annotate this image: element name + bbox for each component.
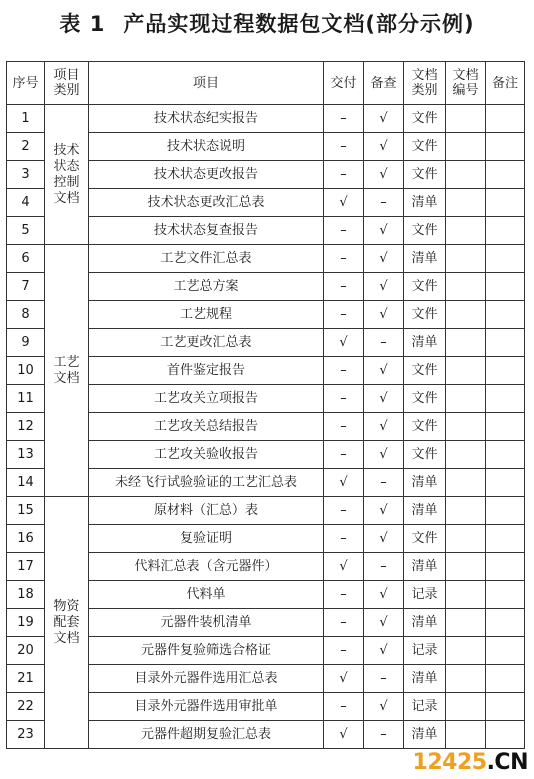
row-doc-number xyxy=(446,245,486,273)
row-doc-type: 记录 xyxy=(404,581,446,609)
row-doc-number xyxy=(446,497,486,525)
row-item: 代料单 xyxy=(89,581,324,609)
watermark-number: 12425 xyxy=(412,750,487,775)
row-seq: 6 xyxy=(7,245,45,273)
row-seq: 9 xyxy=(7,329,45,357)
row-archive: √ xyxy=(364,273,404,301)
row-doc-number xyxy=(446,553,486,581)
row-remarks xyxy=(486,273,525,301)
row-remarks xyxy=(486,329,525,357)
row-seq: 21 xyxy=(7,665,45,693)
category-cell: 物资 配套 文档 xyxy=(45,497,89,749)
row-seq: 16 xyxy=(7,525,45,553)
row-doc-type: 记录 xyxy=(404,693,446,721)
row-archive: √ xyxy=(364,497,404,525)
row-remarks xyxy=(486,525,525,553)
row-archive: √ xyxy=(364,385,404,413)
row-doc-type: 文件 xyxy=(404,105,446,133)
row-item: 工艺攻关总结报告 xyxy=(89,413,324,441)
header-remarks: 备注 xyxy=(486,62,525,105)
table-number: 表 1 xyxy=(59,12,106,36)
header-doc-type: 文档 类别 xyxy=(404,62,446,105)
category-cell: 工艺 文档 xyxy=(45,245,89,497)
row-deliver: √ xyxy=(324,553,364,581)
row-remarks xyxy=(486,441,525,469)
row-remarks xyxy=(486,301,525,329)
row-deliver: √ xyxy=(324,329,364,357)
row-doc-number xyxy=(446,721,486,749)
row-item: 元器件装机清单 xyxy=(89,609,324,637)
row-item: 元器件复验筛选合格证 xyxy=(89,637,324,665)
row-seq: 4 xyxy=(7,189,45,217)
row-deliver: – xyxy=(324,273,364,301)
row-archive: √ xyxy=(364,609,404,637)
row-seq: 17 xyxy=(7,553,45,581)
row-seq: 11 xyxy=(7,385,45,413)
row-item: 工艺攻关验收报告 xyxy=(89,441,324,469)
row-seq: 8 xyxy=(7,301,45,329)
row-seq: 1 xyxy=(7,105,45,133)
header-row xyxy=(7,62,525,105)
row-seq: 18 xyxy=(7,581,45,609)
row-seq: 3 xyxy=(7,161,45,189)
row-deliver: – xyxy=(324,497,364,525)
row-remarks xyxy=(486,161,525,189)
table-row xyxy=(7,497,525,525)
row-seq: 23 xyxy=(7,721,45,749)
row-doc-number xyxy=(446,217,486,245)
row-deliver: – xyxy=(324,217,364,245)
row-archive: – xyxy=(364,553,404,581)
row-item: 未经飞行试验验证的工艺汇总表 xyxy=(89,469,324,497)
row-doc-type: 文件 xyxy=(404,413,446,441)
row-archive: – xyxy=(364,721,404,749)
row-seq: 14 xyxy=(7,469,45,497)
row-archive: √ xyxy=(364,357,404,385)
document-table xyxy=(6,61,525,749)
row-seq: 12 xyxy=(7,413,45,441)
row-doc-type: 清单 xyxy=(404,721,446,749)
row-remarks xyxy=(486,497,525,525)
row-doc-number xyxy=(446,105,486,133)
row-item: 技术状态更改报告 xyxy=(89,161,324,189)
watermark-suffix: .CN xyxy=(486,750,528,775)
header-seq: 序号 xyxy=(7,62,45,105)
row-deliver: √ xyxy=(324,665,364,693)
row-item: 目录外元器件选用汇总表 xyxy=(89,665,324,693)
row-doc-number xyxy=(446,301,486,329)
header-doc-number: 文档 编号 xyxy=(446,62,486,105)
row-item: 工艺总方案 xyxy=(89,273,324,301)
row-doc-number xyxy=(446,189,486,217)
row-seq: 5 xyxy=(7,217,45,245)
row-archive: √ xyxy=(364,217,404,245)
row-remarks xyxy=(486,245,525,273)
row-item: 技术状态说明 xyxy=(89,133,324,161)
row-deliver: – xyxy=(324,525,364,553)
row-item: 元器件超期复验汇总表 xyxy=(89,721,324,749)
row-doc-number xyxy=(446,525,486,553)
row-doc-type: 记录 xyxy=(404,637,446,665)
row-archive: √ xyxy=(364,105,404,133)
row-deliver: – xyxy=(324,693,364,721)
row-archive: – xyxy=(364,665,404,693)
row-remarks xyxy=(486,413,525,441)
row-item: 技术状态复查报告 xyxy=(89,217,324,245)
row-archive: √ xyxy=(364,581,404,609)
row-archive: – xyxy=(364,469,404,497)
row-remarks xyxy=(486,189,525,217)
table-title xyxy=(0,8,534,38)
row-doc-type: 文件 xyxy=(404,273,446,301)
site-watermark xyxy=(411,750,530,775)
row-item: 工艺更改汇总表 xyxy=(89,329,324,357)
row-doc-type: 清单 xyxy=(404,469,446,497)
row-doc-number xyxy=(446,581,486,609)
row-doc-number xyxy=(446,385,486,413)
row-item: 工艺文件汇总表 xyxy=(89,245,324,273)
row-remarks xyxy=(486,217,525,245)
row-doc-type: 清单 xyxy=(404,553,446,581)
header-category: 项目 类别 xyxy=(45,62,89,105)
row-remarks xyxy=(486,553,525,581)
row-doc-type: 清单 xyxy=(404,329,446,357)
row-doc-type: 清单 xyxy=(404,665,446,693)
category-cell: 技术 状态 控制 文档 xyxy=(45,105,89,245)
row-archive: √ xyxy=(364,525,404,553)
row-doc-type: 清单 xyxy=(404,497,446,525)
row-deliver: – xyxy=(324,301,364,329)
row-remarks xyxy=(486,105,525,133)
row-seq: 20 xyxy=(7,637,45,665)
row-archive: – xyxy=(364,329,404,357)
row-item: 代料汇总表（含元器件） xyxy=(89,553,324,581)
row-doc-type: 文件 xyxy=(404,217,446,245)
row-archive: √ xyxy=(364,161,404,189)
row-doc-number xyxy=(446,413,486,441)
row-doc-type: 文件 xyxy=(404,525,446,553)
row-deliver: – xyxy=(324,245,364,273)
row-doc-number xyxy=(446,329,486,357)
table-caption: 产品实现过程数据包文档(部分示例) xyxy=(123,12,475,36)
row-doc-type: 清单 xyxy=(404,245,446,273)
row-remarks xyxy=(486,385,525,413)
row-doc-type: 清单 xyxy=(404,609,446,637)
row-doc-type: 清单 xyxy=(404,189,446,217)
row-doc-number xyxy=(446,609,486,637)
row-doc-number xyxy=(446,665,486,693)
row-doc-type: 文件 xyxy=(404,385,446,413)
row-doc-number xyxy=(446,441,486,469)
row-deliver: √ xyxy=(324,469,364,497)
row-remarks xyxy=(486,469,525,497)
row-doc-number xyxy=(446,161,486,189)
row-remarks xyxy=(486,665,525,693)
row-deliver: – xyxy=(324,441,364,469)
row-item: 首件鉴定报告 xyxy=(89,357,324,385)
table-row xyxy=(7,245,525,273)
header-archive: 备查 xyxy=(364,62,404,105)
row-archive: √ xyxy=(364,637,404,665)
row-item: 复验证明 xyxy=(89,525,324,553)
row-doc-number xyxy=(446,273,486,301)
row-archive: √ xyxy=(364,301,404,329)
row-seq: 19 xyxy=(7,609,45,637)
row-remarks xyxy=(486,357,525,385)
row-item: 工艺攻关立项报告 xyxy=(89,385,324,413)
row-deliver: – xyxy=(324,581,364,609)
row-deliver: – xyxy=(324,357,364,385)
row-doc-type: 文件 xyxy=(404,301,446,329)
row-deliver: √ xyxy=(324,189,364,217)
row-remarks xyxy=(486,693,525,721)
row-remarks xyxy=(486,133,525,161)
row-archive: – xyxy=(364,189,404,217)
row-doc-type: 文件 xyxy=(404,441,446,469)
row-archive: √ xyxy=(364,441,404,469)
row-doc-type: 文件 xyxy=(404,133,446,161)
row-archive: √ xyxy=(364,413,404,441)
row-remarks xyxy=(486,721,525,749)
header-item: 项目 xyxy=(89,62,324,105)
table-row xyxy=(7,105,525,133)
row-item: 目录外元器件选用审批单 xyxy=(89,693,324,721)
row-doc-number xyxy=(446,469,486,497)
row-item: 技术状态更改汇总表 xyxy=(89,189,324,217)
row-doc-number xyxy=(446,693,486,721)
row-deliver: – xyxy=(324,105,364,133)
row-seq: 2 xyxy=(7,133,45,161)
row-doc-type: 文件 xyxy=(404,161,446,189)
row-deliver: – xyxy=(324,637,364,665)
row-deliver: – xyxy=(324,161,364,189)
row-remarks xyxy=(486,581,525,609)
table-body xyxy=(7,105,525,749)
row-deliver: – xyxy=(324,133,364,161)
row-item: 技术状态纪实报告 xyxy=(89,105,324,133)
row-remarks xyxy=(486,637,525,665)
row-seq: 15 xyxy=(7,497,45,525)
row-doc-number xyxy=(446,133,486,161)
row-doc-type: 文件 xyxy=(404,357,446,385)
header-deliver: 交付 xyxy=(324,62,364,105)
row-deliver: – xyxy=(324,413,364,441)
row-deliver: – xyxy=(324,385,364,413)
row-deliver: – xyxy=(324,609,364,637)
row-archive: √ xyxy=(364,693,404,721)
row-seq: 13 xyxy=(7,441,45,469)
row-item: 原材料（汇总）表 xyxy=(89,497,324,525)
row-archive: √ xyxy=(364,245,404,273)
row-seq: 7 xyxy=(7,273,45,301)
row-item: 工艺规程 xyxy=(89,301,324,329)
row-deliver: √ xyxy=(324,721,364,749)
row-doc-number xyxy=(446,637,486,665)
row-archive: √ xyxy=(364,133,404,161)
row-seq: 22 xyxy=(7,693,45,721)
row-remarks xyxy=(486,609,525,637)
row-seq: 10 xyxy=(7,357,45,385)
row-doc-number xyxy=(446,357,486,385)
